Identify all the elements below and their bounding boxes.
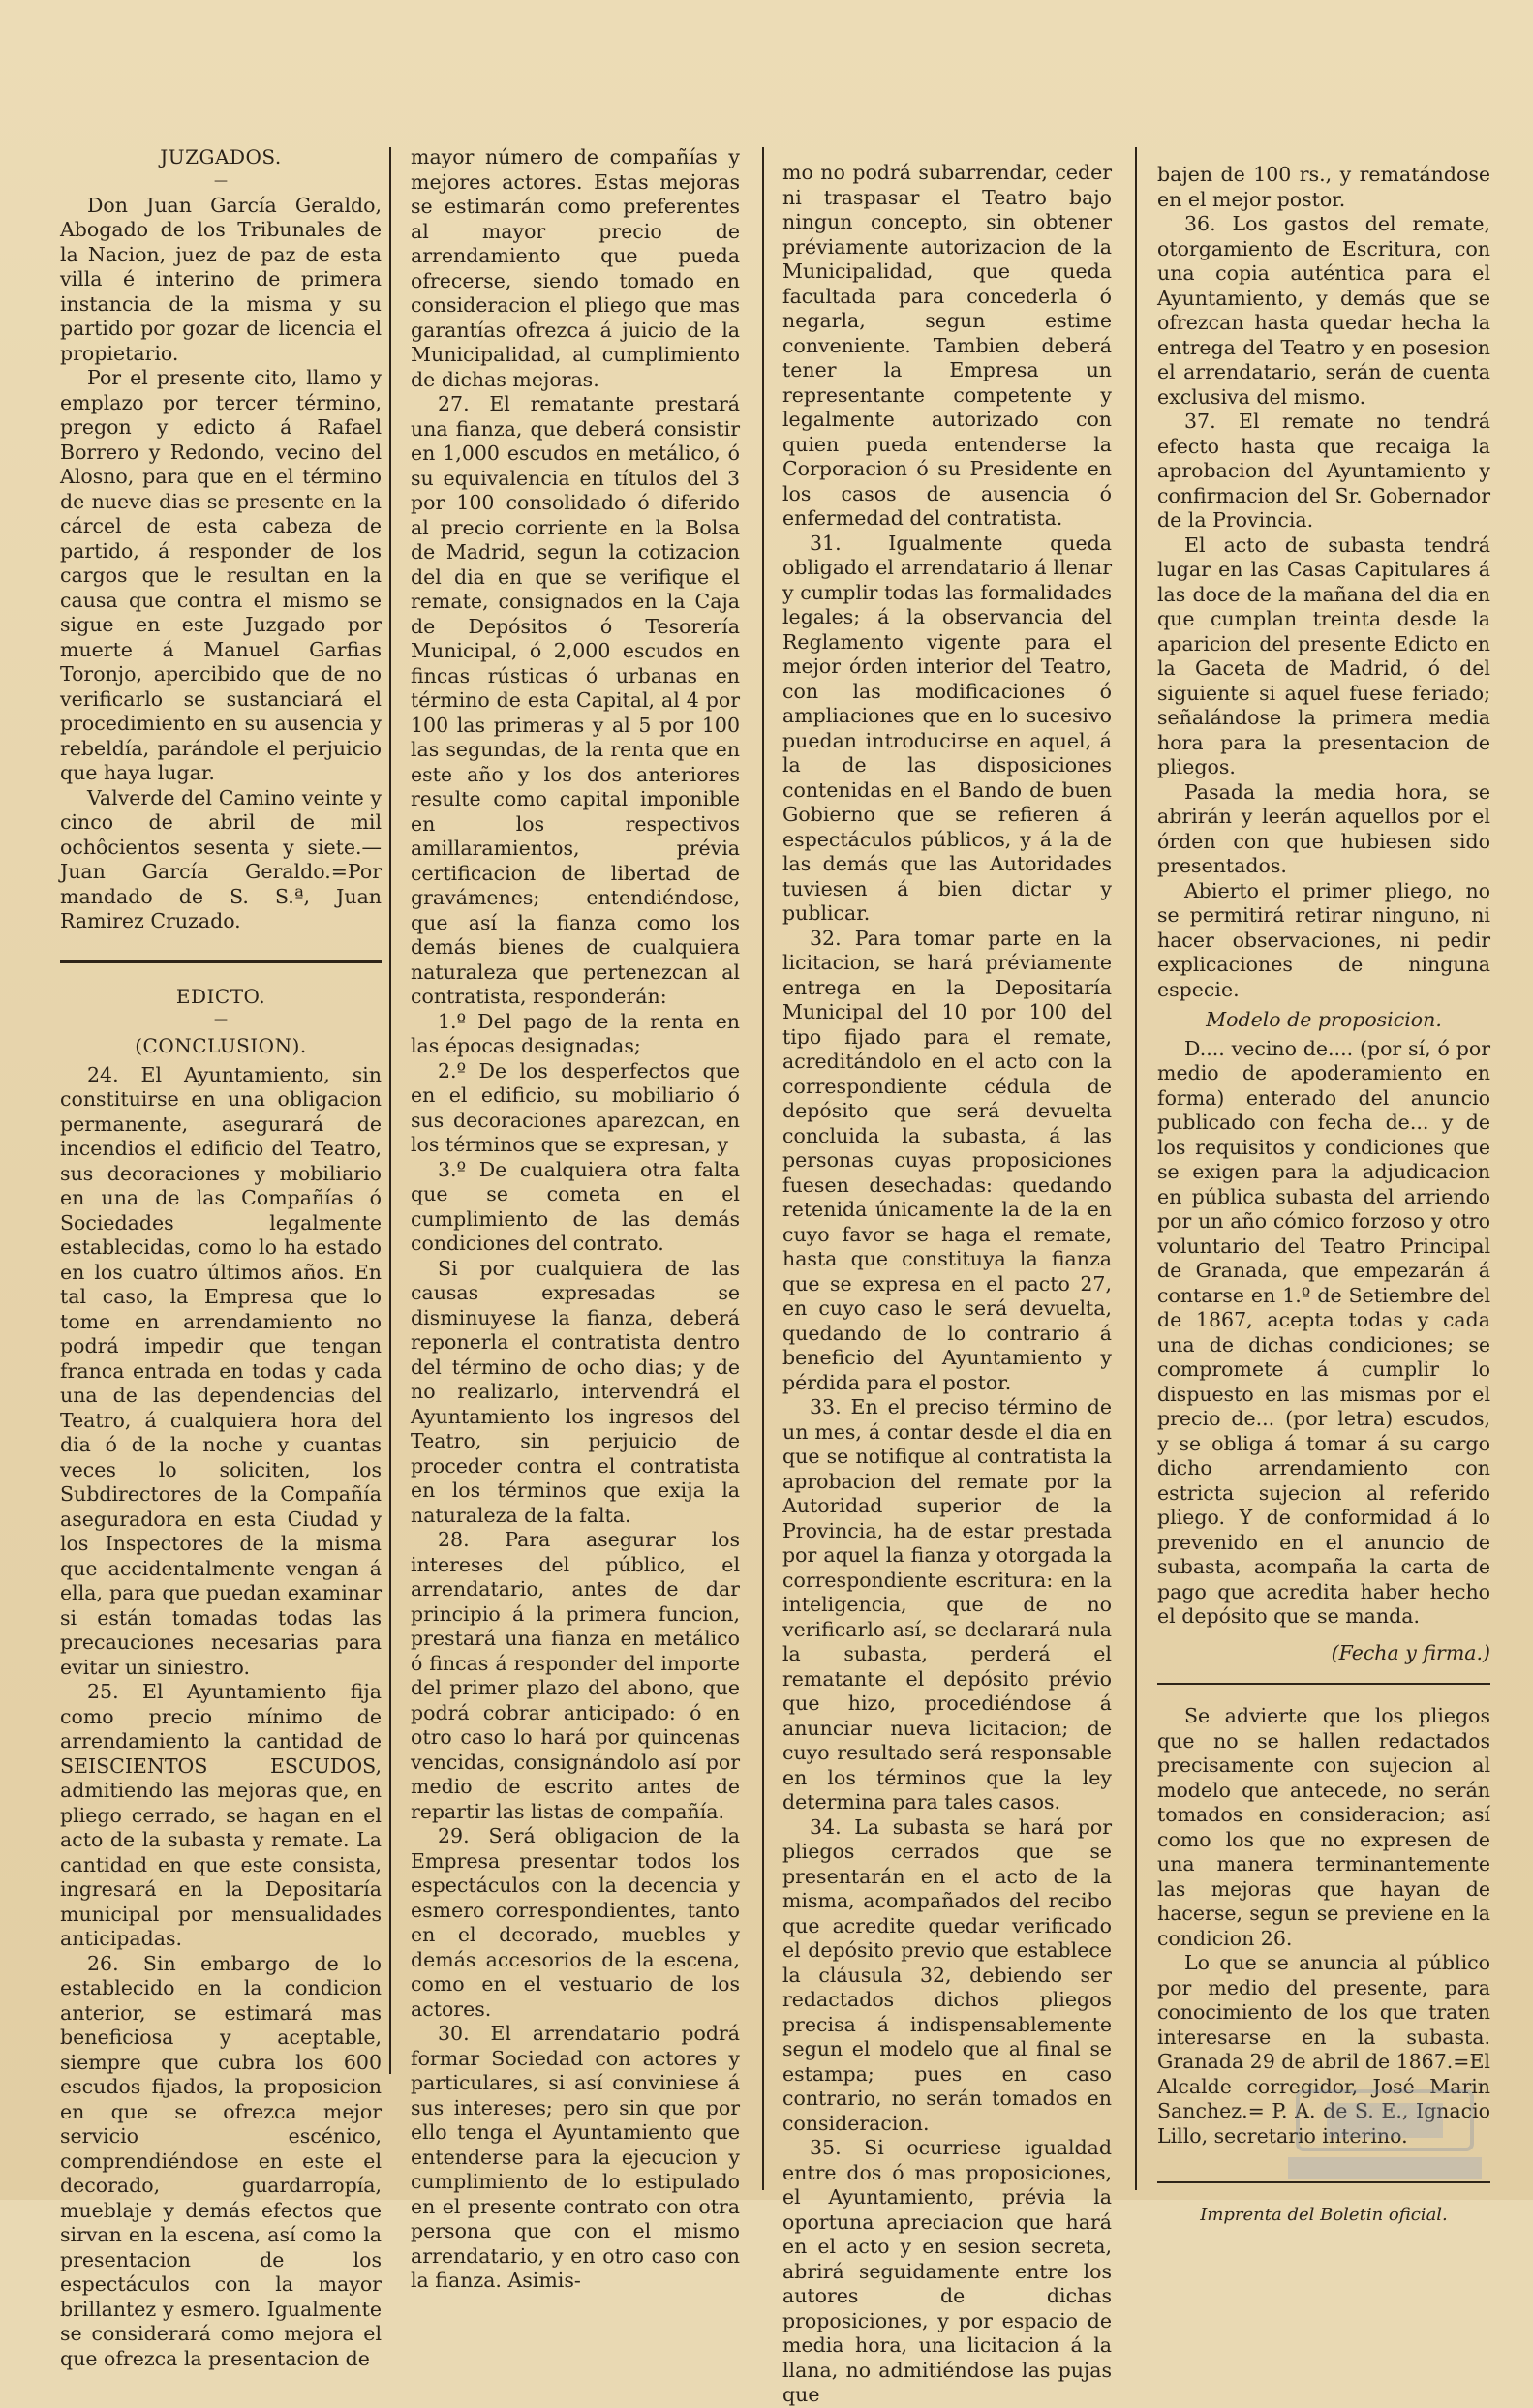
clause-27-item-1: 1.º Del pago de la renta en las épocas designadas; [411,1009,740,1057]
clause-32: 32. Para tomar parte en la licitacion, se hará préviamente entrega en la Depositaría Municipal del 10 por 100 del tipo fijado para el remate, acreditándolo en el acto con la correspondiente cédula de depósito que será devuelta concluida la subasta, á las personas cuyas proposiciones fuesen desechadas: quedando retenida únicamente la de la en cuyo favor se haga el remate, hasta que constituya la fianza que se expresa en el pacto 27, en cuyo caso le será devuelta, quedando de lo contrario á beneficio del Ayuntamiento y pérdida para el postor. [782,926,1112,1394]
clause-27: 27. El rematante prestará una fianza, que deberá consistir en 1,000 escudos en metálico, ó su equivalencia en títulos del 3 por 100 consolidado ó diferido al precio corriente en la Bolsa de Madrid, segun la cotizacion del dia en que se verifique el remate, consignados en la Caja de Depósitos ó Tesorería Municipal, ó 2,000 escudos en fincas rústicas ó urbanas en término de esta Capital, al 4 por 100 las primeras y al 5 por 100 las segundas, de la renta que en este año y los dos anteriores resulte como capital imponible en los respectivos amillaramientos, prévia certificacion de libertad de gravámenes; entendiéndose, que así la fianza como los demás bienes de cualquiera naturaleza que pertenezcan al contratista, responderán: [411,392,740,1008]
library-stamp-watermark [1259,2082,1511,2188]
column-4 [1157,163,1490,2225]
clause-33: 33. En el preciso término de un mes, á contar desde el dia en que se notifique al contratista la aprobacion del remate por la Autoridad superior de la Provincia, ha de estar prestada por aquel la fianza y otorgada la correspondiente escritura: en la inteligencia, que de no verificarlo así, se declarará nula la subasta, perderá el rematante el depósito prévio que hizo, procediéndose á anunciar nueva licitacion; de cuyo resultado será responsable en los términos que la ley determina para tales casos. [782,1395,1112,1814]
auction-paragraph: Abierto el primer pliego, no se permitirá retirar ninguno, ni hacer observaciones, ni pedir explicaciones de ninguna especie. [1157,878,1490,1001]
edicto-title: EDICTO. [175,984,266,1008]
auction-paragraph: El acto de subasta tendrá lugar en las Casas Capitulares á las doce de la mañana del dia en que cumplan treinta desde la aparicion del presente Edicto en la Gaceta de Madrid, ó del siguiente si aquel fuese feriado; señalándose la primera media hora para la presentacion de pliegos. [1157,533,1490,778]
clause-37: 37. El remate no tendrá efecto hasta que recaiga la aprobacion del Ayuntamiento y confirmacion del Sr. Gobernador de la Provincia. [1157,410,1490,532]
clause-35: 35. Si ocurriese igualdad entre dos ó mas proposiciones, el Ayuntamiento, prévia la oportuna apreciacion que hará en el acto y en sesion secreta, abrirá seguidamente entre los autores de dichas proposiciones, y por espacio de media hora, una licitacion á la llana, no admitiéndose las pujas que [782,2136,1112,2406]
clause-29: 29. Será obligacion de la Empresa presentar todos los espectáculos con la decencia y esmero correspondientes, tanto en el decorado, muebles y demás accesorios de la escena, como en el vestuario de los actores. [411,1824,740,2021]
continued-paragraph: mayor número de compañías y mejores actores. Estas mejoras se estimarán como preferentes al mayor precio de arrendamiento que pueda ofrecerse, siendo tomado en consideracion el pliego que mas garantías ofrezca á juicio de la Municipalidad, al cumplimiento de dichas mejoras. [411,145,740,391]
clause-27-item-3: 3.º De cualquiera otra falta que se cometa en el cumplimiento de las demás condiciones del contrato. [411,1157,740,1255]
notice-paragraph: Lo que se anuncia al público por medio del presente, para conocimiento de los que traten interesarse en la subasta. Granada 29 de abril de 1867.=El Alcalde corregidor, José Marin Sanchez.= P. A. de S. E., Ignacio Lillo, secretario interino. [1157,1951,1490,2148]
clause-26: 26. Sin embargo de lo establecido en la condicion anterior, se estimará mas beneficiosa y aceptable, siempre que cubra los 600 escudos fijados, la proposicion en que se ofrezca mejor servicio escénico, comprendiéndose en este el decorado, guardarropía, mueblaje y demás efectos que sirvan en la escena, así como la presentacion de los espectáculos con la mayor brillantez y esmero. Igualmente se considerará como mejora el que ofrezca la presentacion de [60,1951,382,2370]
model-title: Modelo de proposicion. [1206,1008,1442,1031]
continued-paragraph: mo no podrá subarrendar, ceder ni traspasar el Teatro bajo ningun concepto, sin obtener préviamente autorizacion de la Municipalidad, que queda facultada para concederla ó negarla, segun estime conveniente. Tambien deberá tener la Empresa un representante competente y legalmente autorizado con quien pueda entenderse la Corporacion ó su Presidente en los casos de ausencia ó enfermedad del contratista. [782,161,1112,530]
section-divider [60,960,382,963]
column-2 [411,145,740,2292]
notice-paragraph: Se advierte que los pliegos que no se hallen redactados precisamente con sujecion al modelo que antecede, no serán tomados en consideracion; así como los que no expresen de una manera terminantemente las mejoras que hayan de hacerse, segun se previene en la condicion 26. [1157,1704,1490,1950]
title-dash: — [214,1012,228,1027]
date-signature: (Fecha y firma.) [1331,1640,1490,1664]
continued-paragraph: bajen de 100 rs., y rematándose en el mejor postor. [1157,163,1490,211]
auction-paragraph: Pasada la media hora, se abrirán y leerán aquellos por el órden con que hubiesen sido presentados. [1157,779,1490,877]
column-3 [782,161,1112,2406]
juzgados-paragraph: Don Juan García Geraldo, Abogado de los Tribunales de la Nacion, juez de paz de esta villa é interino de primera instancia de la misma y su partido por gozar de licencia el propietario. [60,193,382,365]
clause-28: 28. Para asegurar los intereses del público, el arrendatario, antes de dar principio á la primera funcion, prestará una fianza en metálico ó fincas á responder del importe del primer plazo del abono, que podrá cobrar anticipado: ó en otro caso lo hará por quincenas vencidas, consignándolo así por medio de escrito antes de repartir las listas de compañía. [411,1528,740,1823]
column-1 [60,137,382,2370]
column-rule-1 [389,147,391,2074]
title-dash: — [214,172,228,189]
juzgados-title: JUZGADOS. [160,145,282,168]
column-rule-3 [1135,147,1137,2190]
clause-25: 25. El Ayuntamiento fija como precio mínimo de arrendamiento la cantidad de SEISCIENTOS ESCUDOS, admitiendo las mejoras que, en pliego cerrado, se hagan en el acto de la subasta y remate. La cantidad en que este consista, ingresará en la Depositaría municipal por mensualidades anticipadas. [60,1680,382,1950]
section-divider [1157,1683,1490,1685]
clause-31: 31. Igualmente queda obligado el arrendatario á llenar y cumplir todas las formalidades legales; á la observancia del Reglamento vigente para el mejor órden interior del Teatro, con las modificaciones ó ampliaciones que en lo sucesivo puedan introducirse en aquel, á la de las disposiciones contenidas en el Bando de buen Gobierno que se refieren á espectáculos públicos, y á la de las demás que las Autoridades tuviesen á bien dictar y publicar. [782,531,1112,925]
clause-27-note: Si por cualquiera de las causas expresadas se disminuyese la fianza, deberá reponerla el contratista dentro del término de ocho dias; y de no realizarlo, intervendrá el Ayuntamiento los ingresos del Teatro, sin perjuicio de proceder contra el contratista en los términos que exija la naturaleza de la falta. [411,1256,740,1527]
imprint-line: Imprenta del Boletin oficial. [1200,2205,1448,2225]
juzgados-paragraph: Por el presente cito, llamo y emplazo por tercer término, pregon y edicto á Rafael Borrero y Redondo, vecino del Alosno, para que en el término de nueve dias se presente en la cárcel de esta cabeza de partido, á responder de los cargos que le resultan en la causa que contra el mismo se sigue en este Juzgado por muerte á Manuel Garfias Toronjo, apercibido que de no verificarlo se sustanciará el procedimiento en su ausencia y rebeldía, parándole el perjuicio que haya lugar. [60,366,382,784]
model-paragraph: D.... vecino de.... (por sí, ó por medio de apoderamiento en forma) enterado del anuncio publicado con fecha de... y de los requisitos y condiciones que se exigen para la adjudicacion en pública subasta del arriendo por un año cómico forzoso y otro voluntario del Teatro Principal de Granada, que empezarán á contarse en 1.º de Setiembre del de 1867, acepta todas y cada una de dichas condiciones; se compromete á cumplir lo dispuesto en las mismas por el precio de... (por letra) escudos, y se obliga á tomar á su cargo dicho arrendamiento con estricta sujecion al referido pliego. Y de conformidad á lo prevenido en el anuncio de subasta, acompaña la carta de pago que acredita haber hecho el depósito que se manda. [1157,1036,1490,1628]
edicto-subtitle: (CONCLUSION). [135,1034,307,1057]
juzgados-paragraph: Valverde del Camino veinte y cinco de abril de mil ochôcientos sesenta y siete.—Juan García Geraldo.=Por mandado de S. S.ª, Juan Ramirez Cruzado. [60,785,382,932]
clause-30: 30. El arrendatario podrá formar Sociedad con actores y particulares, si así conviniese á sus intereses; pero sin que por ello tenga el Ayuntamiento que entenderse para la ejecucion y cumplimiento de lo estipulado en el presente contrato con otra persona que con el mismo arrendatario, y en otro caso con la fianza. Asimis- [411,2022,740,2292]
clause-36: 36. Los gastos del remate, otorgamiento de Escritura, con una copia auténtica para el Ayuntamiento, y demás que se ofrezcan hasta quedar hecha la entrega del Teatro y en posesion el arrendatario, serán de cuenta exclusiva del mismo. [1157,212,1490,409]
clause-27-item-2: 2.º De los desperfectos que en el edificio, su mobiliario ó sus decoraciones aparezcan, en los términos que se expresan, y [411,1058,740,1156]
column-rule-2 [762,147,764,2190]
clause-34: 34. La subasta se hará por pliegos cerrados que se presentarán en el acto de la misma, acompañados del recibo que acredite quedar verificado el depósito previo que establece la cláusula 32, debiendo ser redactados dichos pliegos precisa á indispensablemente segun el modelo que al final se estampa; pues en caso contrario, no serán tomados en consideracion. [782,1814,1112,2135]
clause-24: 24. El Ayuntamiento, sin constituirse en una obligacion permanente, asegurará de incendios el edificio del Teatro, sus decoraciones y mobiliario en una de las Compañías ó Sociedades legalmente establecidas, como lo ha estado en los cuatro últimos años. En tal caso, la Empresa que lo tome en arrendamiento no podrá impedir que tengan franca entrada en todas y cada una de las dependencias del Teatro, á cualquiera hora del dia ó de la noche y cuantas veces lo soliciten, los Subdirectores de la Compañía aseguradora en esta Ciudad y los Inspectores de la misma que accidentalmente vengan á ella, para que puedan examinar si están tomadas todas las precauciones necesarias para evitar un siniestro. [60,1062,382,1679]
